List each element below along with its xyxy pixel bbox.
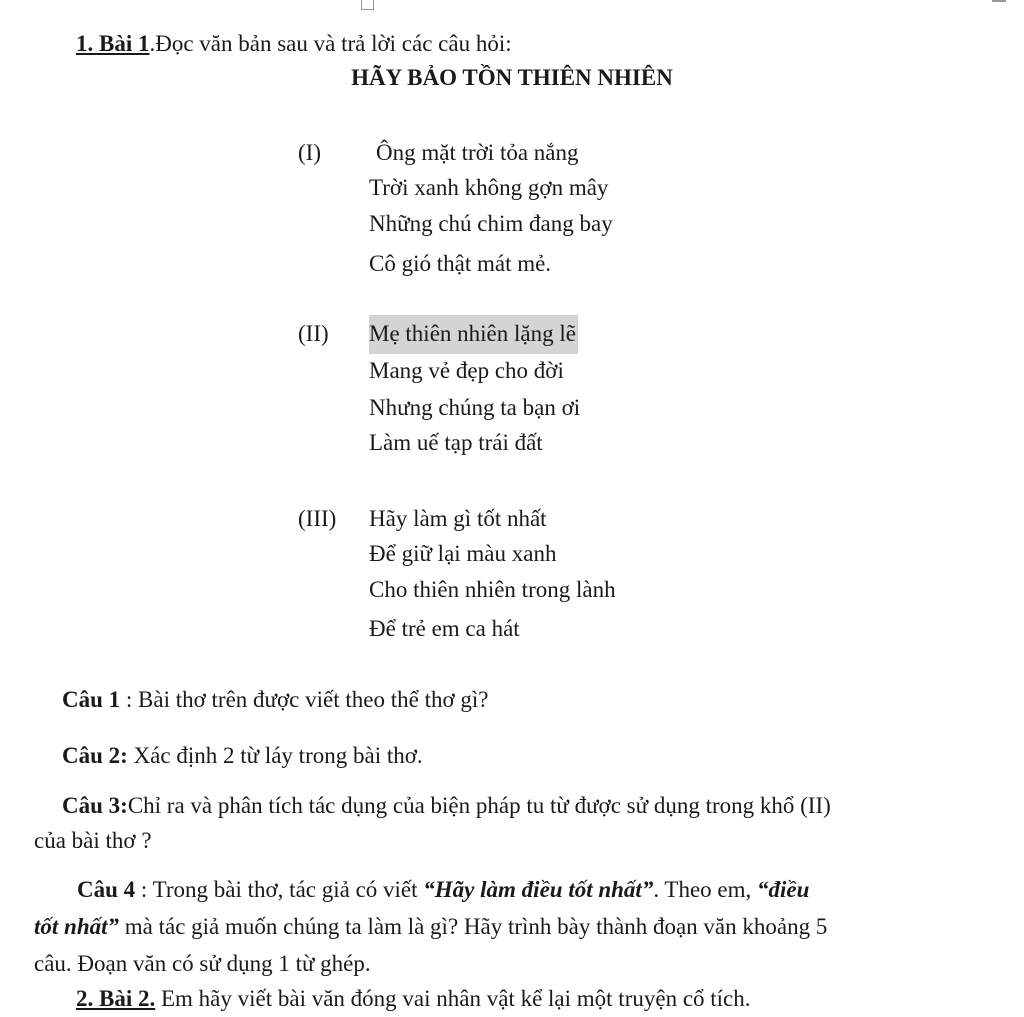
- scroll-indicator: [992, 0, 1006, 2]
- exercise-1-heading: [76, 30, 512, 58]
- stanza-3-line-4: Để trẻ em ca hát: [369, 616, 520, 641]
- question-4-quote-1: “Hãy làm điều tốt nhất”: [423, 877, 654, 902]
- exercise-2-label: 2. Bài 2.: [76, 986, 156, 1011]
- paragraph-mark-icon: [361, 0, 374, 10]
- stanza-1-line-1: Ông mặt trời tỏa nắng: [376, 140, 579, 165]
- question-3-line-2: của bài thơ ?: [34, 828, 152, 853]
- stanza-2-marker: (II): [298, 321, 329, 346]
- question-4-quote-2b: tốt nhất”: [34, 914, 120, 939]
- stanza-1-line-3: Những chú chim đang bay: [369, 211, 613, 236]
- stanza-3-marker: (III): [298, 506, 337, 531]
- question-4-text-1: : Trong bài thơ, tác giả có viết: [135, 877, 424, 902]
- question-1-label: Câu 1: [62, 687, 121, 712]
- question-3-text: Chỉ ra và phân tích tác dụng của biện pháp tu từ được sử dụng trong khổ (II): [127, 793, 831, 818]
- question-2-text: Xác định 2 từ láy trong bài thơ.: [127, 743, 423, 768]
- stanza-1-line-2: Trời xanh không gợn mây: [369, 175, 609, 200]
- question-4-quote-2a: “điều: [757, 877, 810, 902]
- question-4-line-1: [77, 876, 809, 904]
- question-4-label: Câu 4: [77, 877, 136, 902]
- question-4-text-2: . Theo em,: [653, 877, 758, 902]
- question-1: [62, 686, 488, 714]
- question-2-label: Câu 2:: [62, 743, 128, 768]
- exercise-2-text: Em hãy viết bài văn đóng vai nhân vật kể lại một truyện cổ tích.: [155, 986, 751, 1011]
- highlighted-line: Mẹ thiên nhiên lặng lẽ: [369, 315, 578, 354]
- stanza-3-line-2: Để giữ lại màu xanh: [369, 541, 557, 566]
- exercise-1-instruction: .Đọc văn bản sau và trả lời các câu hỏi:: [149, 31, 512, 56]
- question-3-label: Câu 3:: [62, 793, 128, 818]
- stanza-2-line-3: Nhưng chúng ta bạn ơi: [369, 395, 581, 420]
- exercise-1-label: 1. Bài 1: [76, 31, 150, 56]
- question-1-text: : Bài thơ trên được viết theo thể thơ gì?: [120, 687, 489, 712]
- stanza-3-line-1: Hãy làm gì tốt nhất: [369, 506, 547, 531]
- question-3-line-1: [62, 792, 831, 820]
- stanza-1-marker: (I): [298, 140, 321, 165]
- poem-title: HÃY BẢO TỒN THIÊN NHIÊN: [351, 65, 673, 90]
- stanza-3-line-3: Cho thiên nhiên trong lành: [369, 577, 616, 602]
- stanza-2-line-2: Mang vẻ đẹp cho đời: [369, 358, 564, 383]
- question-4-line-3: câu. Đoạn văn có sử dụng 1 từ ghép.: [34, 951, 371, 976]
- question-4-line-2: [34, 913, 827, 941]
- exercise-2: [76, 985, 751, 1013]
- question-4-text-3: mà tác giả muốn chúng ta làm là gì? Hãy trình bày thành đoạn văn khoảng 5: [119, 914, 828, 939]
- stanza-1-line-4: Cô gió thật mát mẻ.: [369, 251, 552, 276]
- stanza-2-line-1: [369, 320, 578, 348]
- question-2: [62, 742, 423, 770]
- stanza-2-line-4: Làm uế tạp trái đất: [369, 430, 543, 455]
